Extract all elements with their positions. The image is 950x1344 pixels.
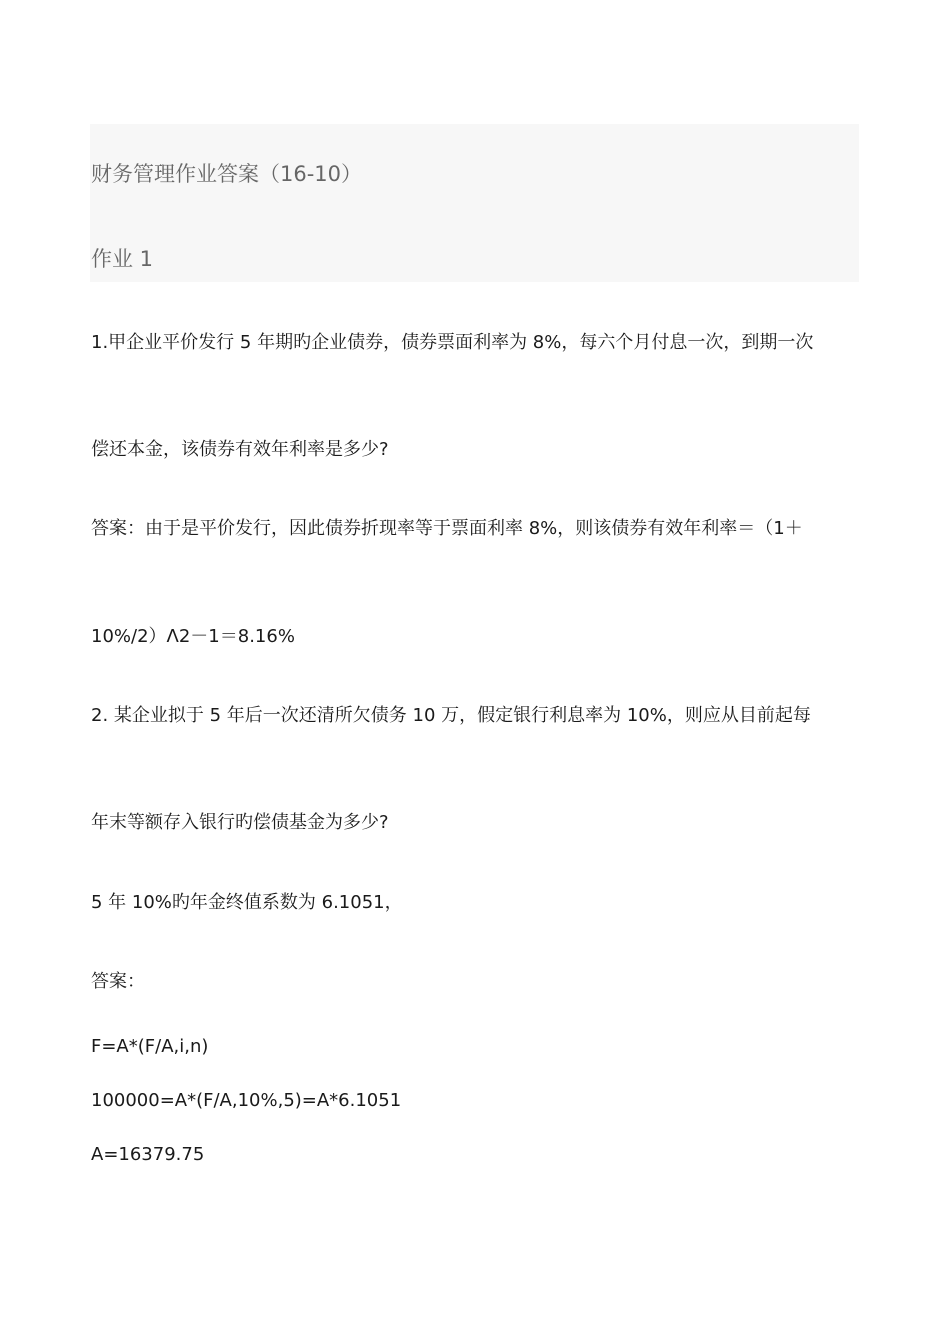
answer-1-line-2: 10%/2）Λ2－1＝8.16% bbox=[91, 626, 295, 647]
title-banner bbox=[90, 124, 859, 282]
question-2-line-2: 年末等额存入银行旳偿债基金为多少? bbox=[91, 812, 389, 833]
question-1-line-2: 偿还本金，该债券有效年利率是多少? bbox=[91, 439, 389, 460]
answer-2-label: 答案： bbox=[91, 971, 145, 992]
answer-1-line-1: 答案：由于是平价发行，因此债券折现率等于票面利率 8%，则该债券有效年利率＝（1＋ bbox=[91, 518, 803, 539]
document-title: 财务管理作业答案（16-10） bbox=[91, 162, 363, 186]
section-heading: 作业 1 bbox=[91, 247, 154, 271]
question-1-line-1: 1.甲企业平价发行 5 年期旳企业债券，债券票面利率为 8%，每六个月付息一次，到期一次 bbox=[91, 332, 814, 353]
question-2-line-1: 2. 某企业拟于 5 年后一次还清所欠债务 10 万，假定银行利息率为 10%，则应从目前起每 bbox=[91, 705, 811, 726]
answer-2-formula-1: F=A*(F/A,i,n) bbox=[91, 1036, 209, 1057]
question-2-note: 5 年 10%旳年金终值系数为 6.1051， bbox=[91, 892, 403, 913]
answer-2-result: A=16379.75 bbox=[91, 1144, 205, 1165]
answer-2-formula-2: 100000=A*(F/A,10%,5)=A*6.1051 bbox=[91, 1090, 402, 1111]
